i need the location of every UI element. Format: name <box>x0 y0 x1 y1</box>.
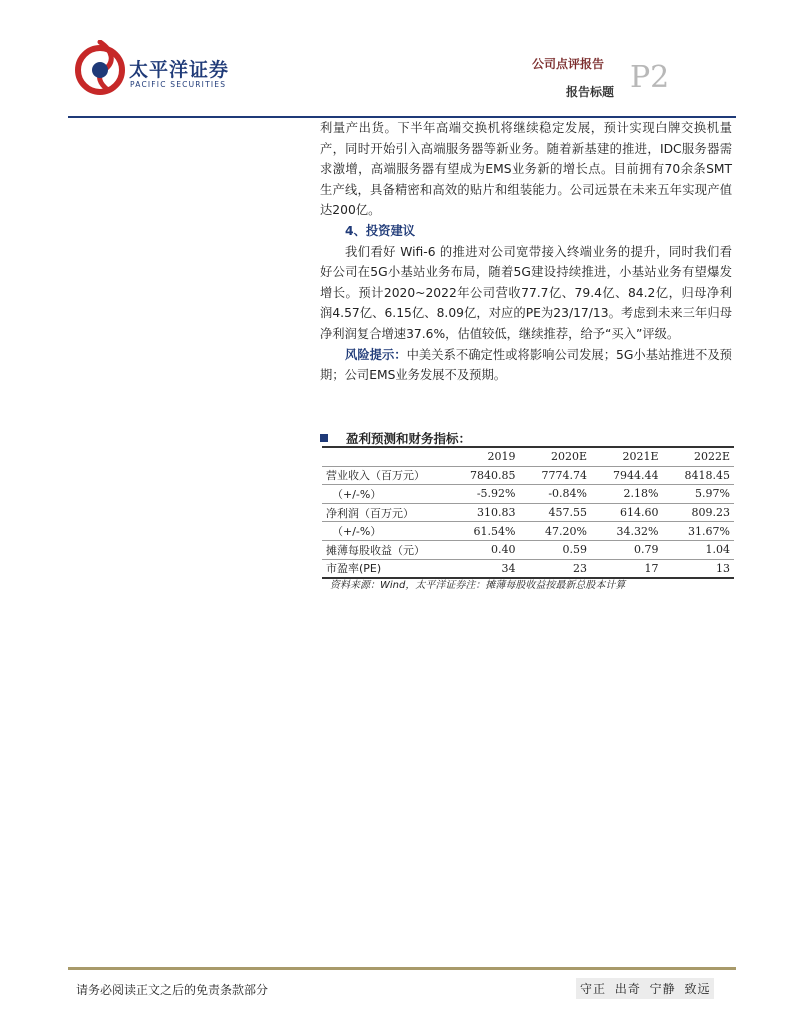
row-label: 摊薄每股收益（元） <box>322 540 448 559</box>
table-cell: 23 <box>520 559 592 578</box>
table-cell: 310.83 <box>448 503 520 522</box>
report-title: 报告标题 <box>566 85 615 99</box>
paragraph-ems-business: 利量产出货。下半年高端交换机将继续稳定发展，预计实现白牌交换机量产，同时开始引入高端服务器等新业务。随着新基建的推进，IDC服务器需求激增，高端服务器有望成为EMS业务新的增长点。目前拥有70余条SMT生产线，具备精密和高效的贴片和组装能力。公司远景在未来五年实现产值达200亿。 <box>320 121 732 218</box>
table-cell: 7774.74 <box>520 466 592 485</box>
company-logo <box>74 40 334 96</box>
table-cell: 2.18% <box>591 485 663 504</box>
table-cell: 31.67% <box>663 522 735 541</box>
report-type: 公司点评报告 <box>532 57 605 71</box>
table-cell: -0.84% <box>520 485 592 504</box>
paragraph-investment-advice: 我们看好 Wifi-6 的推进对公司宽带接入终端业务的提升，同时我们看好公司在5G小基站业务布局，随着5G建设持续推进，小基站业务有望爆发增长。预计2020~2022年公司营收77.7亿、79.4亿、84.2亿，归母净利润4.57亿、6.15亿、8.09亿，对应的PE为23/17/13。考虑到未来三年归母净利润复合增速37.6%，估值较低，继续推荐，给予“买入”评级。 <box>320 244 732 341</box>
table-cell: 809.23 <box>663 503 735 522</box>
table-cell: 7840.85 <box>448 466 520 485</box>
table-cell: 0.79 <box>591 540 663 559</box>
table-row-profit-growth <box>322 522 734 541</box>
table-cell: 1.04 <box>663 540 735 559</box>
table-cell: 34.32% <box>591 522 663 541</box>
table-title <box>320 429 471 447</box>
table-row-net-profit <box>322 503 734 522</box>
page-number: P2 <box>630 60 670 95</box>
footer-disclaimer: 请务必阅读正文之后的免责条款部分 <box>76 983 269 997</box>
table-cell: 34 <box>448 559 520 578</box>
header-cell-year: 2021E <box>591 447 663 466</box>
square-bullet-icon <box>320 434 328 442</box>
table-cell: -5.92% <box>448 485 520 504</box>
footer-motto: 守正 出奇 宁静 致远 <box>576 978 714 999</box>
table-row-revenue <box>322 466 734 485</box>
footer-divider <box>68 967 736 970</box>
table-cell: 0.59 <box>520 540 592 559</box>
table-header-row <box>322 447 734 466</box>
table-source-note: 资料来源：Wind，太平洋证券注：摊薄每股收益按最新总股本计算 <box>330 580 626 591</box>
table-cell: 457.55 <box>520 503 592 522</box>
row-label: （+/-%） <box>322 485 448 504</box>
risk-text: 中美关系不确定性或将影响公司发展；5G小基站推进不及预期；公司EMS业务发展不及预期。 <box>320 347 732 383</box>
risk-label: 风险提示： <box>345 347 407 362</box>
table-cell: 8418.45 <box>663 466 735 485</box>
row-label: 市盈率(PE) <box>322 559 448 578</box>
logo-emblem-icon <box>74 40 126 96</box>
row-label: 净利润（百万元） <box>322 503 448 522</box>
header-cell-year: 2019 <box>448 447 520 466</box>
header-cell-year: 2020E <box>520 447 592 466</box>
financial-forecast-table <box>322 446 734 579</box>
table-cell: 614.60 <box>591 503 663 522</box>
table-cell: 61.54% <box>448 522 520 541</box>
header-cell-year: 2022E <box>663 447 735 466</box>
table-row-revenue-growth <box>322 485 734 504</box>
table-row-eps <box>322 540 734 559</box>
section-heading-investment: 4、投资建议 <box>345 223 416 238</box>
header-cell-empty <box>322 447 448 466</box>
brand-name-en: PACIFIC SECURITIES <box>130 80 227 89</box>
row-label: 营业收入（百万元） <box>322 466 448 485</box>
table-cell: 17 <box>591 559 663 578</box>
row-label: （+/-%） <box>322 522 448 541</box>
table-cell: 5.97% <box>663 485 735 504</box>
report-body <box>320 118 732 386</box>
table-cell: 7944.44 <box>591 466 663 485</box>
table-title-text: 盈利预测和财务指标： <box>346 431 472 446</box>
table-cell: 13 <box>663 559 735 578</box>
table-cell: 0.40 <box>448 540 520 559</box>
table-cell: 47.20% <box>520 522 592 541</box>
brand-name-cn: 太平洋证券 <box>129 59 230 81</box>
paragraph-risk-warning <box>320 345 732 386</box>
